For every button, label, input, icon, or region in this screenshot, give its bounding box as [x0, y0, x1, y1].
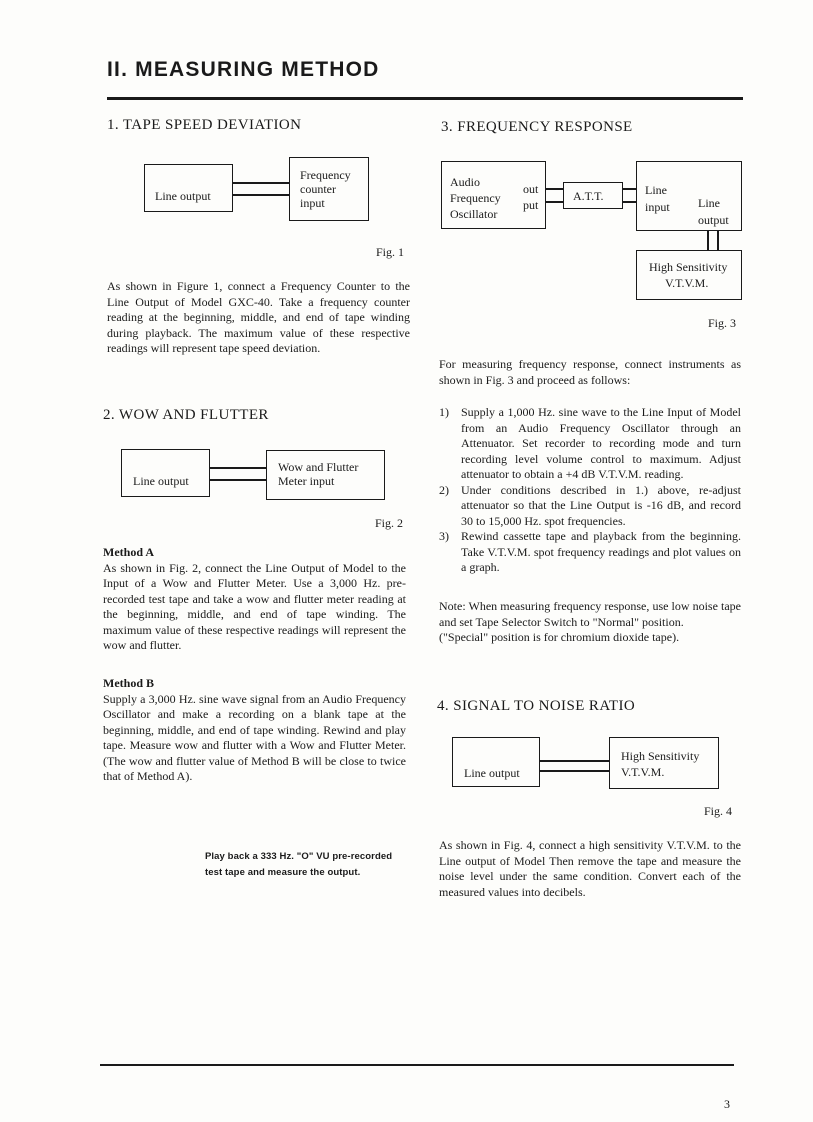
- fig4-vtvm-label-1: High Sensitivity: [621, 749, 700, 763]
- fig4-vtvm-label-2: V.T.V.M.: [621, 765, 665, 779]
- fig4-wire-top: [539, 760, 610, 762]
- fig3-osc-label-3: Oscillator: [450, 207, 498, 221]
- section-1-text: [107, 279, 410, 357]
- section-3-note: [439, 599, 741, 646]
- fig3-vtvm-box: [636, 250, 742, 300]
- section-3-note2-text: ("Special" position is for chromium dioxide tape).: [439, 630, 680, 644]
- step-3: [439, 529, 741, 576]
- section-2-heading: 2. WOW AND FLUTTER: [103, 407, 269, 423]
- fig3-caption: Fig. 3: [708, 316, 737, 330]
- method-a-block: [103, 545, 406, 654]
- method-a-text: As shown in Fig. 2, connect the Line Output of Model to the Input of a Wow and Flutter Meter. Use a 3,000 Hz. pre-recorded test tape and take a wow and flutter meter reading at the beginning, middle, and end of tape winding. The maximum value of these respective readings will represent the wow and flutter.: [103, 560, 406, 652]
- fig4-line-output-label: Line output: [464, 766, 520, 780]
- step-1-text: Supply a 1,000 Hz. sine wave to the Line Input of Model from an Audio Frequency Oscillator through an Attenuator. Set recorder to recording mode and turn recording level volume control to maximum. Adjust attenuator to obtain a +4 dB V.T.V.M. reading.: [461, 405, 741, 481]
- fig3-line-input-1: Line: [645, 183, 667, 197]
- fig4-vtvm-box: [609, 737, 719, 789]
- fig1-line-output-box: [144, 164, 233, 212]
- footer-rule: [100, 1064, 734, 1066]
- section-3-note-text: Note: When measuring frequency response, use low noise tape and set Tape Selector Switch to "Normal" position.: [439, 599, 741, 629]
- section-1-heading: 1. TAPE SPEED DEVIATION: [107, 117, 302, 133]
- fig3-wire-a1: [545, 188, 564, 190]
- fig1-wire-top: [232, 182, 290, 184]
- fig1-counter-label-2: counter: [300, 182, 336, 196]
- step-3-number: 3): [439, 529, 449, 543]
- fig3-line-output-2: output: [698, 213, 729, 227]
- fig2-line-output-label: Line output: [133, 474, 189, 488]
- fig2-wire-top: [209, 467, 267, 469]
- fig3-out-label-1: out: [523, 182, 539, 196]
- fig3-out-label-2: put: [523, 198, 539, 212]
- handwritten-note: [205, 849, 425, 881]
- fig4-wire-bottom: [539, 770, 610, 772]
- method-a-title: Method A: [103, 545, 154, 559]
- section-4-text: As shown in Fig. 4, connect a high sensitivity V.T.V.M. to the Line output of Model Then remove the tape and measure the noise level under the same condition. Convert each of the measured values into decibels.: [439, 838, 741, 899]
- section-1-paragraph: As shown in Figure 1, connect a Frequency Counter to the Line Output of Model GXC-40. Take a frequency counter reading at the beginning, middle, and end of tape winding during playback. The maximum value of these respective readings will represent tape speed deviation.: [107, 279, 410, 355]
- page-title: II. MEASURING METHOD: [107, 58, 380, 81]
- fig3-recorder-box: [636, 161, 742, 231]
- fig3-osc-label-2: Frequency: [450, 191, 501, 205]
- title-rule: [107, 97, 743, 100]
- fig3-wire-c1: [707, 230, 709, 251]
- fig3-wire-b1: [622, 188, 637, 190]
- note-line-1: Play back a 333 Hz. "O" VU pre-recorded: [205, 851, 393, 862]
- step-3-text: Rewind cassette tape and playback from the beginning. Take V.T.V.M. spot frequency readings and plot values on a graph.: [461, 529, 741, 574]
- fig3-att-box: [563, 182, 623, 209]
- fig1-counter-box: [289, 157, 369, 221]
- fig3-att-label: A.T.T.: [573, 189, 604, 203]
- section-4-heading: 4. SIGNAL TO NOISE RATIO: [437, 698, 636, 714]
- fig4-line-output-box: [452, 737, 540, 787]
- page-number: 3: [724, 1097, 730, 1111]
- fig3-osc-label-1: Audio: [450, 175, 480, 189]
- fig1-wire-bottom: [232, 194, 290, 196]
- note-line-2: test tape and measure the output.: [205, 867, 361, 878]
- section-3-heading: 3. FREQUENCY RESPONSE: [441, 119, 633, 135]
- section-3-intro-text: For measuring frequency response, connect instruments as shown in Fig. 3 and proceed as follows:: [439, 357, 741, 387]
- fig2-meter-box: [266, 450, 385, 500]
- fig1-counter-label-3: input: [300, 196, 325, 210]
- fig1-line-output-label: Line output: [155, 189, 211, 203]
- fig2-meter-label-2: Meter input: [278, 474, 335, 488]
- step-1-number: 1): [439, 405, 449, 419]
- step-1: [439, 405, 741, 483]
- step-2-text: Under conditions described in 1.) above, re-adjust attenuator so that the Line Output is -16 dB, and record 30 to 15,000 Hz. spot frequencies.: [461, 482, 741, 528]
- step-2-number: 2): [439, 482, 449, 497]
- method-b-title: Method B: [103, 676, 154, 690]
- section-4-text-block: [439, 838, 741, 900]
- fig3-vtvm-label-1: High Sensitivity: [649, 260, 728, 274]
- section-3-intro: [439, 357, 741, 388]
- fig3-wire-c2: [717, 230, 719, 251]
- method-b-text: Supply a 3,000 Hz. sine wave signal from an Audio Frequency Oscillator and make a recording on a blank tape at the beginning, middle, and end of tape winding. Rewind and play tape. Measure wow and flutter with a Wow and Flutter Meter. (The wow and flutter value of Method B will be close to twice that of Method A).: [103, 691, 406, 783]
- fig2-meter-label-1: Wow and Flutter: [278, 460, 359, 474]
- fig3-line-input-2: input: [645, 200, 670, 214]
- fig2-line-output-box: [121, 449, 210, 497]
- fig2-caption: Fig. 2: [375, 516, 404, 530]
- fig1-counter-label-1: Frequency: [300, 168, 351, 182]
- fig2-wire-bottom: [209, 479, 267, 481]
- fig3-oscillator-box: [441, 161, 546, 229]
- fig3-wire-a2: [545, 201, 564, 203]
- fig3-line-output-1: Line: [698, 196, 720, 210]
- method-b-block: [103, 676, 406, 785]
- section-3-steps: [439, 405, 741, 576]
- fig3-vtvm-label-2: V.T.V.M.: [665, 276, 709, 290]
- step-2: [439, 483, 741, 530]
- fig1-caption: Fig. 1: [376, 245, 405, 259]
- fig3-wire-b2: [622, 201, 637, 203]
- fig4-caption: Fig. 4: [704, 804, 733, 818]
